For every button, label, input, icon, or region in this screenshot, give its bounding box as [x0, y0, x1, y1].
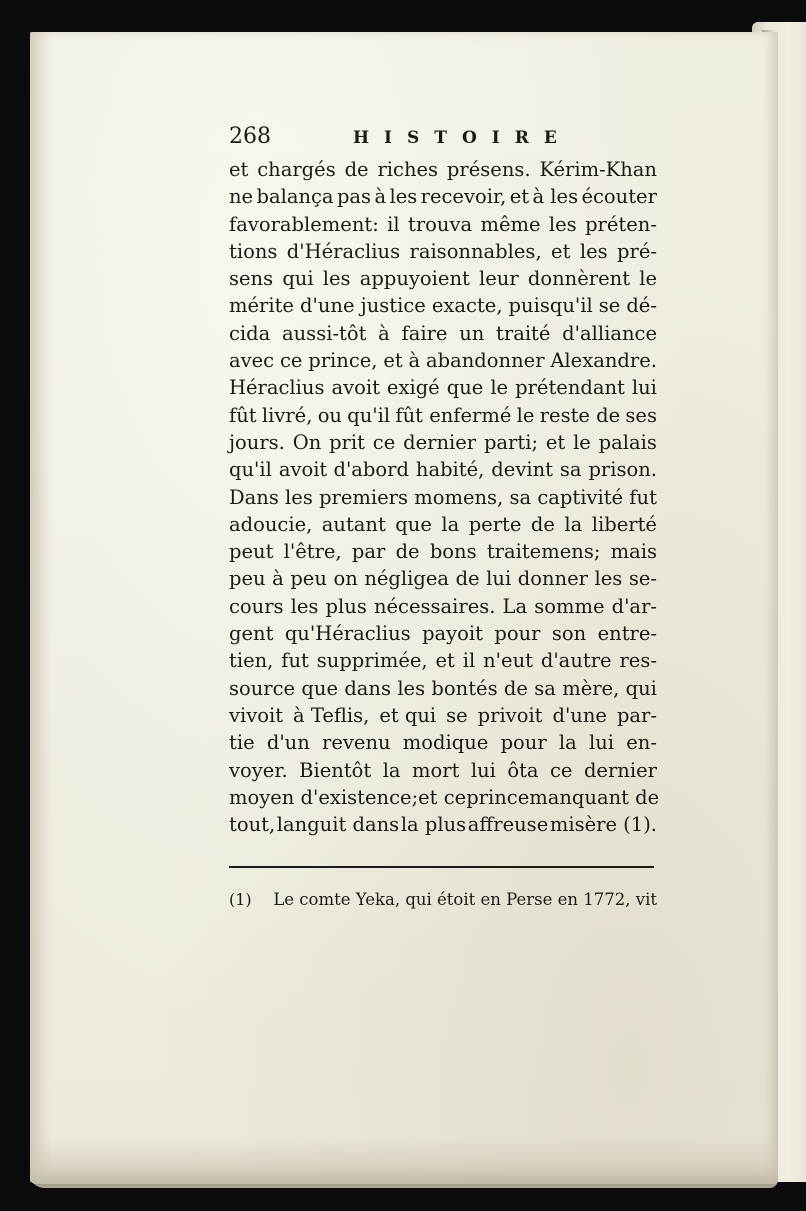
word: moyen d'existence;: [229, 785, 419, 809]
text-line: [229, 620, 657, 647]
word: le: [516, 403, 535, 427]
word: tien,: [229, 649, 274, 673]
word: ou: [317, 403, 342, 427]
word: la: [558, 731, 577, 755]
word: les: [579, 239, 608, 263]
text-line: [229, 538, 657, 565]
word: voyer.: [229, 758, 288, 782]
word: lui: [486, 567, 512, 591]
word: à: [408, 349, 421, 373]
word: prince: [466, 785, 530, 809]
word: en-: [626, 731, 657, 755]
text-line: [229, 156, 657, 183]
word: que: [395, 512, 432, 536]
word: à les: [532, 185, 579, 209]
word: ce: [372, 430, 396, 454]
word: puisqu'il: [508, 294, 593, 318]
text-line: [229, 565, 657, 592]
word: languit dans: [276, 813, 400, 837]
word: fût: [229, 403, 257, 427]
word: dé-: [626, 294, 657, 318]
word: le: [639, 267, 657, 291]
text-line: [229, 320, 657, 347]
word: favorablement:: [229, 212, 379, 236]
text-line: [229, 183, 657, 210]
word: lui: [588, 731, 615, 755]
word: nécessaires.: [373, 594, 496, 618]
word: la: [564, 512, 583, 536]
word: palais: [598, 430, 657, 454]
word: d'alliance: [562, 321, 657, 345]
word: de: [455, 567, 480, 591]
word: plus: [325, 594, 367, 618]
page-number: 268: [229, 124, 271, 149]
word: misère (1).: [549, 813, 657, 837]
word: tions: [229, 239, 278, 263]
word: avec: [229, 349, 275, 373]
text-line: [229, 347, 657, 374]
word: Héraclius: [229, 376, 325, 400]
word: jours.: [229, 430, 285, 454]
word: ce: [550, 758, 573, 782]
word: dernier: [583, 758, 657, 782]
word: tie: [229, 731, 255, 755]
text-line: [229, 265, 657, 292]
word: avoit: [331, 376, 380, 400]
word: Alexandre.: [550, 349, 657, 373]
word: pour: [494, 622, 541, 646]
word: exigé: [386, 376, 440, 400]
word: les: [397, 676, 426, 700]
word: On: [292, 430, 322, 454]
word: d'une: [552, 703, 607, 727]
word: traité: [496, 321, 551, 345]
word: entre-: [597, 622, 657, 646]
text-line: [229, 402, 657, 429]
word: gent: [229, 622, 274, 646]
word: source: [229, 676, 296, 700]
word: supprimée,: [316, 649, 428, 673]
word: traitemens;: [486, 540, 601, 564]
word: pas: [336, 185, 372, 209]
word: dernier: [403, 430, 477, 454]
word: d'ar-: [611, 594, 657, 618]
word: préten-: [585, 212, 657, 236]
word: somme: [534, 594, 605, 618]
word: res-: [619, 649, 657, 673]
word: ses: [625, 403, 657, 427]
word: prétendant: [515, 376, 625, 400]
word: que: [301, 676, 338, 700]
word: n'eut: [483, 649, 533, 673]
word: qu'il: [229, 458, 272, 482]
word: adoucie,: [229, 512, 313, 536]
word: pour: [500, 731, 547, 755]
word: abandonner: [426, 349, 545, 373]
word: pré-: [617, 239, 657, 263]
text-line: [229, 511, 657, 538]
word: trouva: [408, 212, 473, 236]
word: tout,: [229, 813, 276, 837]
word: aussi-tôt: [282, 321, 367, 345]
word: Kérim-Khan: [539, 158, 657, 181]
text-line: [229, 675, 657, 702]
word: et: [509, 185, 530, 209]
text-line: [229, 702, 657, 729]
word: captivité: [537, 485, 624, 509]
word: d'une justice: [299, 294, 426, 318]
text-line: [229, 429, 657, 456]
footnote-text: Le comte Yeka, qui étoit en Perse en 1772, vit: [273, 889, 657, 909]
word: le: [573, 430, 591, 454]
word: habité,: [415, 458, 485, 482]
word: devint: [491, 458, 553, 482]
word: sa: [534, 676, 556, 700]
word: recevoir,: [420, 185, 507, 209]
word: et qui: [379, 703, 437, 727]
word: à Teflis,: [293, 703, 370, 727]
word: privoit: [477, 703, 543, 727]
word: mère,: [562, 676, 620, 700]
word: donnèrent: [527, 267, 631, 291]
word: La: [502, 594, 528, 618]
word: même: [480, 212, 541, 236]
body-text: [229, 156, 660, 838]
word: qui: [282, 267, 314, 291]
word: manquant de: [529, 785, 660, 809]
word: qu'il: [347, 403, 391, 427]
text-line: [229, 484, 657, 511]
word: l'être,: [283, 540, 342, 564]
word: perte: [468, 512, 522, 536]
text-line: [229, 238, 657, 265]
word: par: [351, 540, 386, 564]
word: par-: [616, 703, 657, 727]
word: affreuse: [467, 813, 549, 837]
word: que: [446, 376, 484, 400]
text-line: [229, 784, 660, 811]
text-line: [229, 593, 657, 620]
word: prince,: [308, 349, 378, 373]
running-head: HISTOIRE: [353, 128, 572, 148]
word: les: [594, 567, 623, 591]
word: cours: [229, 594, 284, 618]
word: balança: [256, 185, 334, 209]
word: payoit: [422, 622, 483, 646]
word: autant: [321, 512, 386, 536]
word: de: [344, 158, 369, 181]
word: à: [378, 321, 390, 345]
word: modique: [402, 731, 489, 755]
text-line: [229, 811, 657, 838]
word: qu'Héraclius: [284, 622, 411, 646]
word: lui: [631, 376, 657, 400]
word: revenu: [322, 731, 391, 755]
word: et: [229, 158, 249, 181]
word: ce: [279, 349, 303, 373]
word: prison.: [588, 458, 657, 482]
word: sa: [559, 458, 582, 482]
word: liberté: [591, 512, 657, 536]
word: d'un: [266, 731, 310, 755]
word: les: [548, 212, 577, 236]
word: riches: [377, 158, 439, 181]
word: Bientôt: [299, 758, 372, 782]
page-header: [229, 120, 659, 154]
word: les: [389, 185, 418, 209]
word: fût enfermé: [395, 403, 512, 427]
word: sa: [509, 485, 532, 509]
word: de: [395, 540, 420, 564]
word: un: [459, 321, 485, 345]
word: donner: [517, 567, 588, 591]
word: les: [290, 594, 319, 618]
word: à: [374, 185, 387, 209]
text-line: [229, 757, 657, 784]
word: qui: [625, 676, 657, 700]
word: fut: [629, 485, 657, 509]
word: momens,: [414, 485, 504, 509]
word: appuyoient: [359, 267, 470, 291]
word: parti;: [483, 430, 539, 454]
text-line: [229, 211, 657, 238]
text-line: [229, 647, 657, 674]
word: la: [382, 758, 401, 782]
footnote-rule: [229, 866, 654, 868]
word: peu: [290, 567, 327, 591]
word: avoit d'abord: [278, 458, 409, 482]
word: les: [285, 485, 313, 509]
word: se: [446, 703, 468, 727]
text-line: [229, 374, 657, 401]
word: peu: [229, 567, 266, 591]
text-line: [229, 456, 657, 483]
word: bontés: [431, 676, 498, 700]
word: le: [490, 376, 509, 400]
word: livré,: [261, 403, 313, 427]
word: il: [387, 212, 400, 236]
word: à: [272, 567, 284, 591]
word: on: [333, 567, 358, 591]
word: reste de: [539, 403, 621, 427]
word: d'Héraclius: [286, 239, 401, 263]
word: ôta: [507, 758, 539, 782]
word: fut: [281, 649, 309, 673]
word: dans: [344, 676, 391, 700]
word: leur: [479, 267, 519, 291]
text-line: [229, 292, 657, 319]
word: et: [383, 349, 403, 373]
word: écouter: [581, 185, 657, 209]
word: prit: [329, 430, 365, 454]
word: négligea: [364, 567, 450, 591]
word: de: [530, 512, 555, 536]
word: mérite: [229, 294, 294, 318]
word: il: [462, 649, 476, 673]
text-line: [229, 729, 657, 756]
word: sens: [229, 267, 274, 291]
word: se: [598, 294, 621, 318]
word: se-: [628, 567, 657, 591]
word: de: [503, 676, 528, 700]
word: lui: [470, 758, 496, 782]
word: les: [322, 267, 351, 291]
word: cida: [229, 321, 271, 345]
word: mais: [610, 540, 657, 564]
word: la: [441, 512, 460, 536]
word: mort: [412, 758, 460, 782]
word: peut: [229, 540, 274, 564]
word: premiers: [319, 485, 409, 509]
word: raisonnables,: [409, 239, 542, 263]
word: d'autre: [540, 649, 612, 673]
word: la plus: [400, 813, 467, 837]
word: bons: [429, 540, 477, 564]
word: vivoit: [229, 703, 284, 727]
word: exacte,: [431, 294, 503, 318]
footnote-marker: (1): [229, 889, 252, 909]
word: et ce: [418, 785, 467, 809]
word: et: [435, 649, 455, 673]
footnote: [229, 885, 657, 913]
word: son: [551, 622, 587, 646]
word: chargés: [257, 158, 336, 181]
word: Dans: [229, 485, 279, 509]
word: ne: [229, 185, 254, 209]
word: faire: [401, 321, 448, 345]
word: et: [551, 239, 571, 263]
word: et: [545, 430, 566, 454]
word: présens.: [446, 158, 531, 181]
